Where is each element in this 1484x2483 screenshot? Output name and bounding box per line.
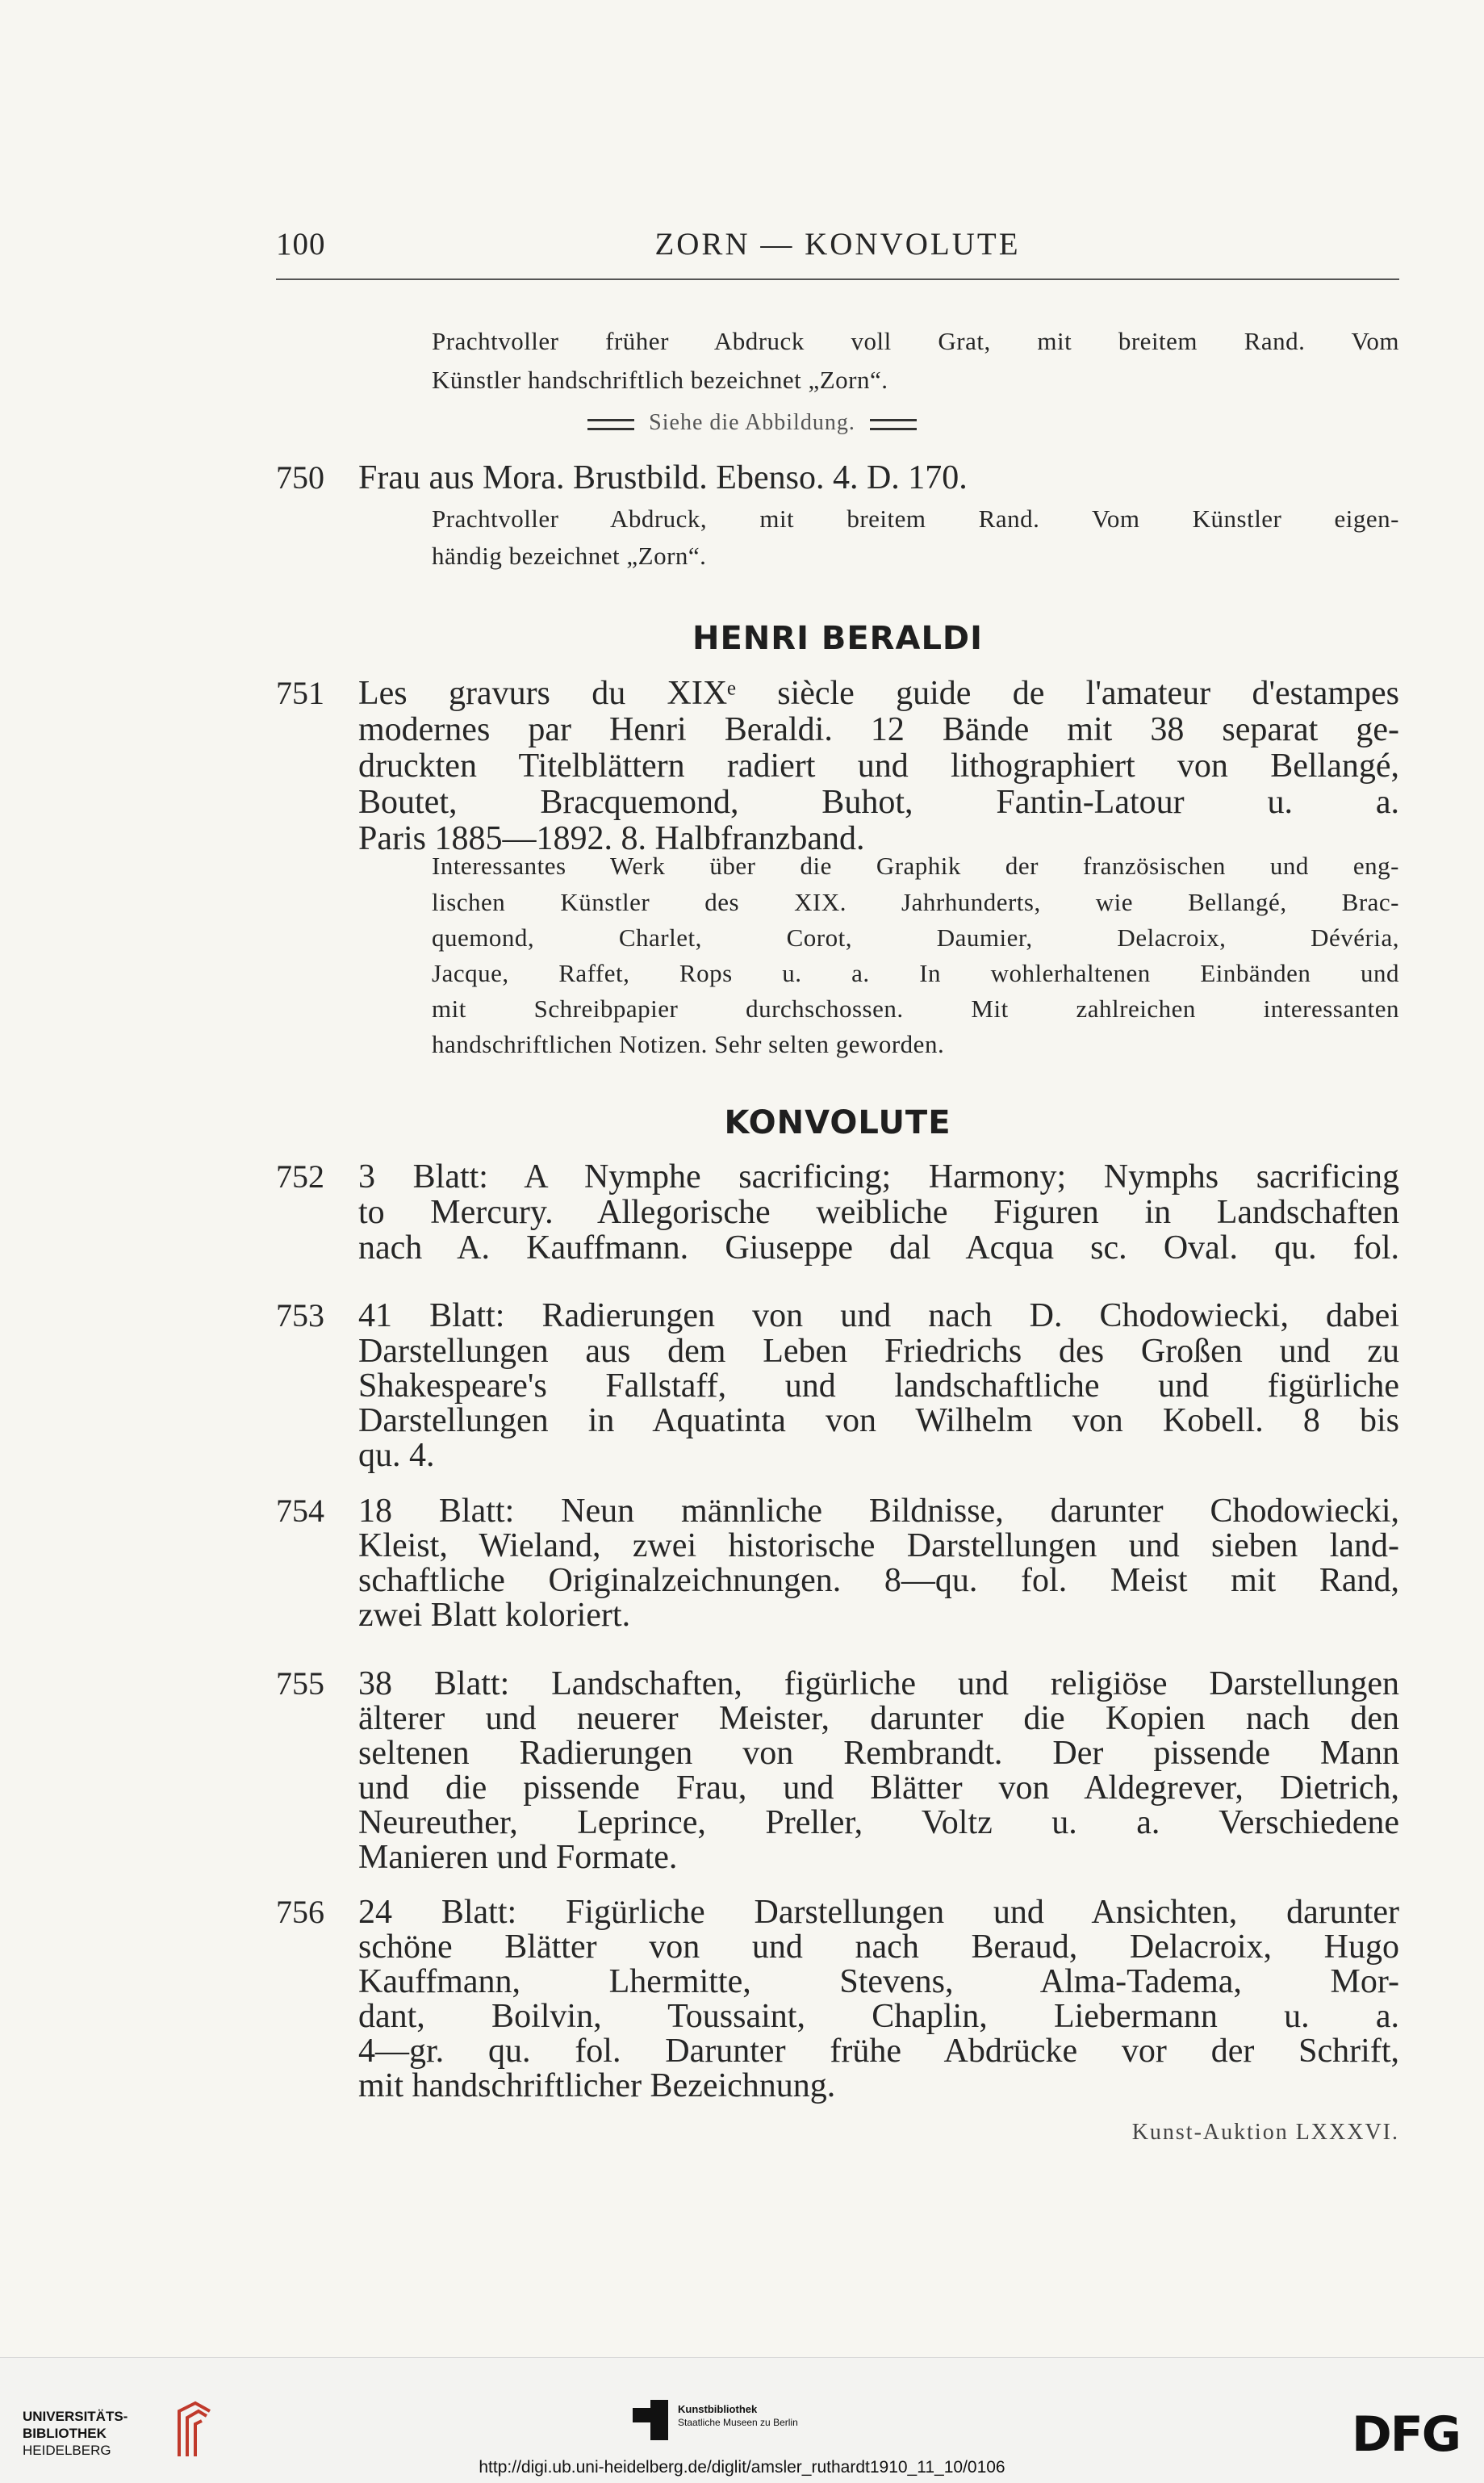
lot-text-line: Boutet, Bracquemond, Buhot, Fantin-Latour u. a.	[358, 784, 1399, 821]
lot-number: 753	[276, 1297, 324, 1334]
kb-sub: Staatliche Museen zu Berlin	[678, 2417, 798, 2428]
running-head	[276, 226, 1399, 266]
lot-text-line: Manieren und Formate.	[358, 1839, 678, 1876]
lot-text-line: und die pissende Frau, und Blätter von Aldegrever, Dietrich,	[358, 1769, 1399, 1807]
kb-name: Kunstbibliothek	[678, 2403, 758, 2415]
lot-note-line: händig bezeichnet „Zorn“.	[432, 542, 707, 570]
lot-number: 750	[276, 459, 324, 496]
uni-line: HEIDELBERG	[23, 2443, 111, 2458]
lot-text-line: to Mercury. Allegorische weibliche Figuren in Landschaften	[358, 1194, 1399, 1231]
university-crest-icon	[174, 2400, 215, 2458]
lot-text-line: Kleist, Wieland, zwei historische Darstellungen und sieben land-	[358, 1527, 1399, 1564]
section-heading-konvolute: KONVOLUTE	[724, 1104, 951, 1141]
lot-text-line: Les gravurs du XIXᵉ siècle guide de l'amateur d'estampes	[358, 675, 1399, 712]
permalink-url[interactable]: http://digi.ub.uni-heidelberg.de/diglit/amsler_ruthardt1910_11_10/0106	[479, 2458, 1005, 2477]
lot-text-line: Darstellungen in Aquatinta von Wilhelm von Kobell. 8 bis	[358, 1402, 1399, 1439]
see-figure-note	[437, 410, 1067, 442]
lot-text-line: 4—gr. qu. fol. Darunter frühe Abdrücke vor der Schrift,	[358, 2033, 1399, 2070]
lot-note-line: quemond, Charlet, Corot, Daumier, Delacroix, Dévéria,	[432, 923, 1399, 952]
lot-note-line: mit Schreibpapier durchschossen. Mit zahlreichen interessanten	[432, 994, 1399, 1023]
lot-number: 752	[276, 1158, 324, 1195]
lot-text-line: dant, Boilvin, Toussaint, Chaplin, Liebermann u. a.	[358, 1998, 1399, 2035]
lot-number: 756	[276, 1894, 324, 1930]
viewer-footer	[0, 2357, 1484, 2483]
see-figure-text: Siehe die Abbildung.	[649, 410, 855, 435]
lot-text-line: nach A. Kauffmann. Giuseppe dal Acqua sc. Oval. qu. fol.	[358, 1229, 1399, 1267]
lot-note-line: handschriftlichen Notizen. Sehr selten geworden.	[432, 1030, 945, 1058]
lot-text-line: schöne Blätter von und nach Beraud, Delacroix, Hugo	[358, 1928, 1399, 1966]
header-rule	[276, 278, 1399, 280]
lot-text-line: mit handschriftlicher Bezeichnung.	[358, 2067, 836, 2104]
lot-number: 751	[276, 675, 324, 711]
lot-text-line: Neureuther, Leprince, Preller, Voltz u. a. Verschiedene	[358, 1804, 1399, 1841]
continuation-line: Prachtvoller früher Abdruck voll Grat, mit breitem Rand. Vom	[432, 327, 1399, 355]
lot-text-line: zwei Blatt koloriert.	[358, 1597, 631, 1634]
double-rule-left	[587, 419, 634, 430]
lot-text-line: schaftliche Originalzeichnungen. 8—qu. fol. Meist mit Rand,	[358, 1562, 1399, 1599]
lot-text-line: 24 Blatt: Figürliche Darstellungen und Ansichten, darunter	[358, 1894, 1399, 1931]
lot-text-line: 38 Blatt: Landschaften, figürliche und religiöse Darstellungen	[358, 1665, 1399, 1702]
lot-number: 755	[276, 1665, 324, 1702]
lot-text-line: Paris 1885—1892. 8. Halbfranzband.	[358, 820, 865, 857]
running-title: ZORN — KONVOLUTE	[654, 227, 1021, 262]
lot-note-line: lischen Künstler des XIX. Jahrhunderts, wie Bellangé, Brac-	[432, 888, 1399, 916]
page-number: 100	[276, 227, 326, 262]
university-library-text	[23, 2408, 127, 2459]
lot-number: 754	[276, 1493, 324, 1529]
lot-text-line: 18 Blatt: Neun männliche Bildnisse, darunter Chodowiecki,	[358, 1493, 1399, 1530]
lot-note-line: Interessantes Werk über die Graphik der französischen und eng-	[432, 852, 1399, 880]
university-library-logo[interactable]	[23, 2408, 216, 2456]
lot-text-line: Kauffmann, Lhermitte, Stevens, Alma-Tadema, Mor-	[358, 1963, 1399, 2000]
lot-note-line: Jacque, Raffet, Rops u. a. In wohlerhaltenen Einbänden und	[432, 959, 1399, 987]
lot-text-line: qu. 4.	[358, 1437, 435, 1474]
lot-title: Frau aus Mora. Brustbild. Ebenso. 4. D. 170.	[358, 459, 968, 496]
kunstbibliothek-mark-icon	[633, 2400, 668, 2440]
lot-text-line: modernes par Henri Beraldi. 12 Bände mit 38 separat ge-	[358, 711, 1399, 748]
dfg-logo[interactable]: DFG	[1351, 2406, 1460, 2463]
lot-note-line: Prachtvoller Abdruck, mit breitem Rand. Vom Künstler eigen-	[432, 505, 1399, 533]
lot-text-line: älterer und neuerer Meister, darunter die Kopien nach den	[358, 1700, 1399, 1737]
lot-text-line: druckten Titelblättern radiert und lithographiert von Bellangé,	[358, 747, 1399, 785]
continuation-line: Künstler handschriftlich bezeichnet „Zorn“.	[432, 366, 888, 394]
double-rule-right	[870, 419, 917, 430]
catalog-signature-mark: Kunst-Auktion LXXXVI.	[1131, 2120, 1399, 2145]
lot-text-line: 41 Blatt: Radierungen von und nach D. Chodowiecki, dabei	[358, 1297, 1399, 1334]
lot-text-line: seltenen Radierungen von Rembrandt. Der pissende Mann	[358, 1735, 1399, 1772]
lot-text-line: 3 Blatt: A Nymphe sacrificing; Harmony; Nymphs sacrificing	[358, 1158, 1399, 1195]
section-heading-beraldi: HENRI BERALDI	[692, 620, 984, 657]
uni-line: UNIVERSITÄTS-	[23, 2409, 128, 2424]
lot-text-line: Darstellungen aus dem Leben Friedrichs des Großen und zu	[358, 1333, 1399, 1370]
kunstbibliothek-text	[678, 2403, 798, 2429]
uni-line: BIBLIOTHEK	[23, 2426, 107, 2441]
kunstbibliothek-logo[interactable]	[633, 2400, 875, 2448]
lot-text-line: Shakespeare's Fallstaff, und landschaftliche und figürliche	[358, 1367, 1399, 1405]
